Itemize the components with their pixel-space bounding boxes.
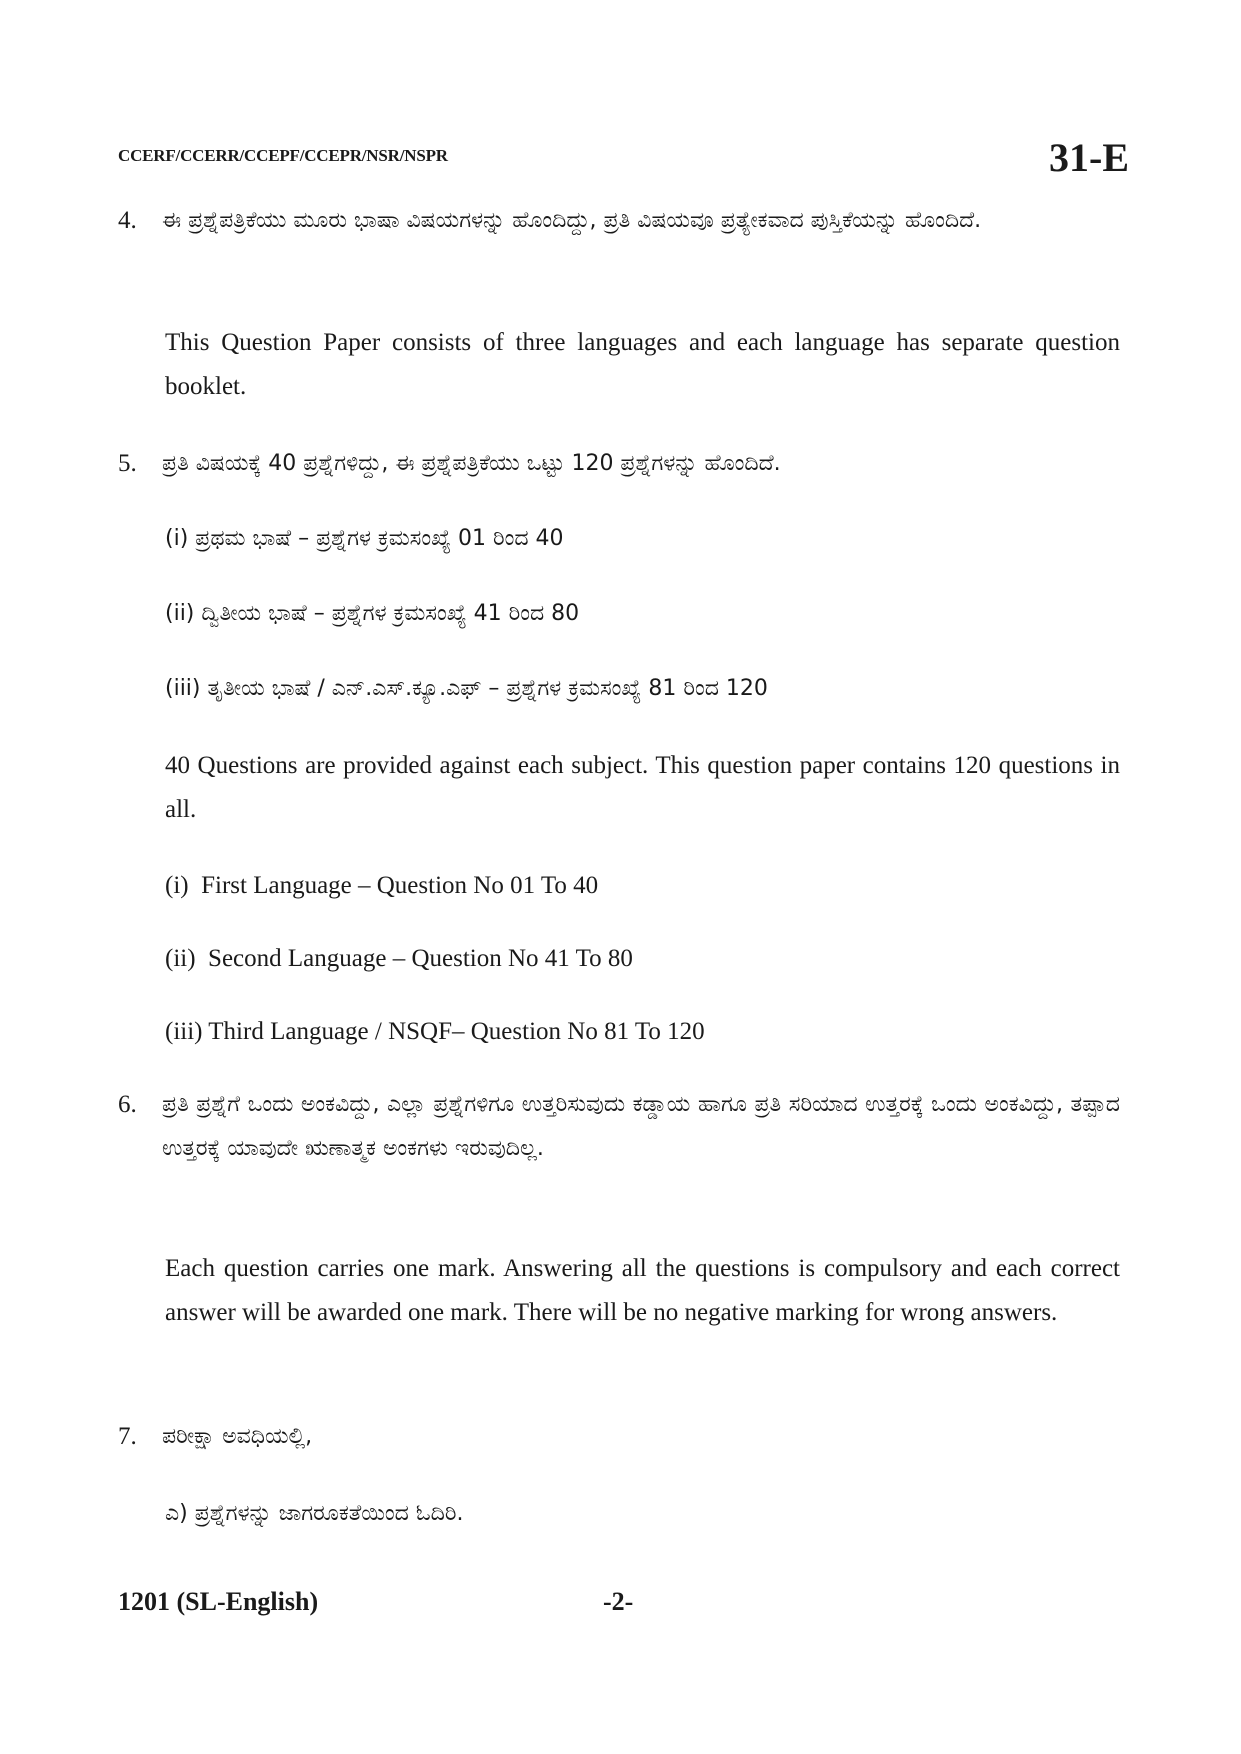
page-number: -2- — [603, 1587, 634, 1616]
item4-english: This Question Paper consists of three languages and each language has separate question booklet. — [165, 329, 1120, 400]
item5-kannada: ಪ್ರತಿ ವಿಷಯಕ್ಕೆ 40 ಪ್ರಶ್ನೆಗಳಿದ್ದು, ಈ ಪ್ರಶ್ನೆಪತ್ರಿಕೆಯು ಒಟ್ಟು 120 ಪ್ರಶ್ನೆಗಳನ್ನು ಹೊಂದಿದೆ. — [162, 451, 781, 476]
item5-kannada-list-item-3: (iii) ತೃತೀಯ ಭಾಷೆ / ಎನ್.ಎಸ್.ಕ್ಯೂ.ಎಫ್ – ಪ್ರಶ್ನೆಗಳ ಕ್ರಮಸಂಖ್ಯೆ 81 ರಿಂದ 120 — [165, 676, 768, 701]
item6-english: Each question carries one mark. Answering all the questions is compulsory and each correct answer will be awarded one mark. There will be no negative marking for wrong answers. — [165, 1255, 1120, 1326]
item5-kannada-list-item-2: (ii) ದ್ವಿತೀಯ ಭಾಷೆ – ಪ್ರಶ್ನೆಗಳ ಕ್ರಮಸಂಖ್ಯೆ 41 ರಿಂದ 80 — [165, 601, 580, 626]
item-number: 5. — [118, 450, 137, 477]
exam-codes: CCERF/CCERR/CCEPF/CCEPR/NSR/NSPR — [118, 146, 448, 165]
item5-english: 40 Questions are provided against each subject. This question paper contains 120 questions in all. — [165, 752, 1120, 823]
item-number: 7. — [118, 1423, 137, 1450]
item4-kannada-text: ಈ ಪ್ರಶ್ನೆಪತ್ರಿಕೆಯು ಮೂರು ಭಾಷಾ ವಿಷಯಗಳನ್ನು ಹೊಂದಿದ್ದು, ಪ್ರತಿ ವಿಷಯವೂ ಪ್ರತ್ಯೇಕವಾದ ಪುಸ್ತಿಕೆಯನ್ನು ಹೊಂದಿದೆ. — [162, 208, 982, 233]
item5-english-list-item-3: (iii) Third Language / NSQF– Question No 81 To 120 — [165, 1018, 705, 1045]
item-number: 6. — [118, 1091, 137, 1118]
item4-kannada — [162, 199, 1120, 243]
item6-kannada: ಪ್ರತಿ ಪ್ರಶ್ನೆಗೆ ಒಂದು ಅಂಕವಿದ್ದು, ಎಲ್ಲಾ ಪ್ರಶ್ನೆಗಳಿಗೂ ಉತ್ತರಿಸುವುದು ಕಡ್ಡಾಯ ಹಾಗೂ ಪ್ರತಿ ಸರಿಯಾದ ಉತ್ತರಕ್ಕೆ ಒಂದು ಅಂಕವಿದ್ದು, ತಪ್ಪಾದ ಉತ್ತರಕ್ಕೆ ಯಾವುದೇ ಋಣಾತ್ಮಕ ಅಂಕಗಳು ಇರುವುದಿಲ್ಲ. — [162, 1092, 1120, 1161]
item5-kannada-list-item-1: (i) ಪ್ರಥಮ ಭಾಷೆ – ಪ್ರಶ್ನೆಗಳ ಕ್ರಮಸಂಖ್ಯೆ 01 ರಿಂದ 40 — [165, 526, 564, 551]
item7-kannada: ಪರೀಕ್ಷಾ ಅವಧಿಯಲ್ಲಿ, — [162, 1424, 313, 1449]
item5-english-list-item-1: (i) First Language – Question No 01 To 40 — [165, 872, 599, 899]
item5-english-list-item-2: (ii) Second Language – Question No 41 To 80 — [165, 945, 633, 972]
item7-kannada-sub: ಎ) ಪ್ರಶ್ನೆಗಳನ್ನು ಜಾಗರೂಕತೆಯಿಂದ ಓದಿರಿ. — [165, 1501, 464, 1526]
paper-code: 31-E — [1049, 135, 1129, 180]
footer-paper-id: 1201 (SL-English) — [118, 1587, 319, 1616]
item-number: 4. — [118, 207, 137, 234]
